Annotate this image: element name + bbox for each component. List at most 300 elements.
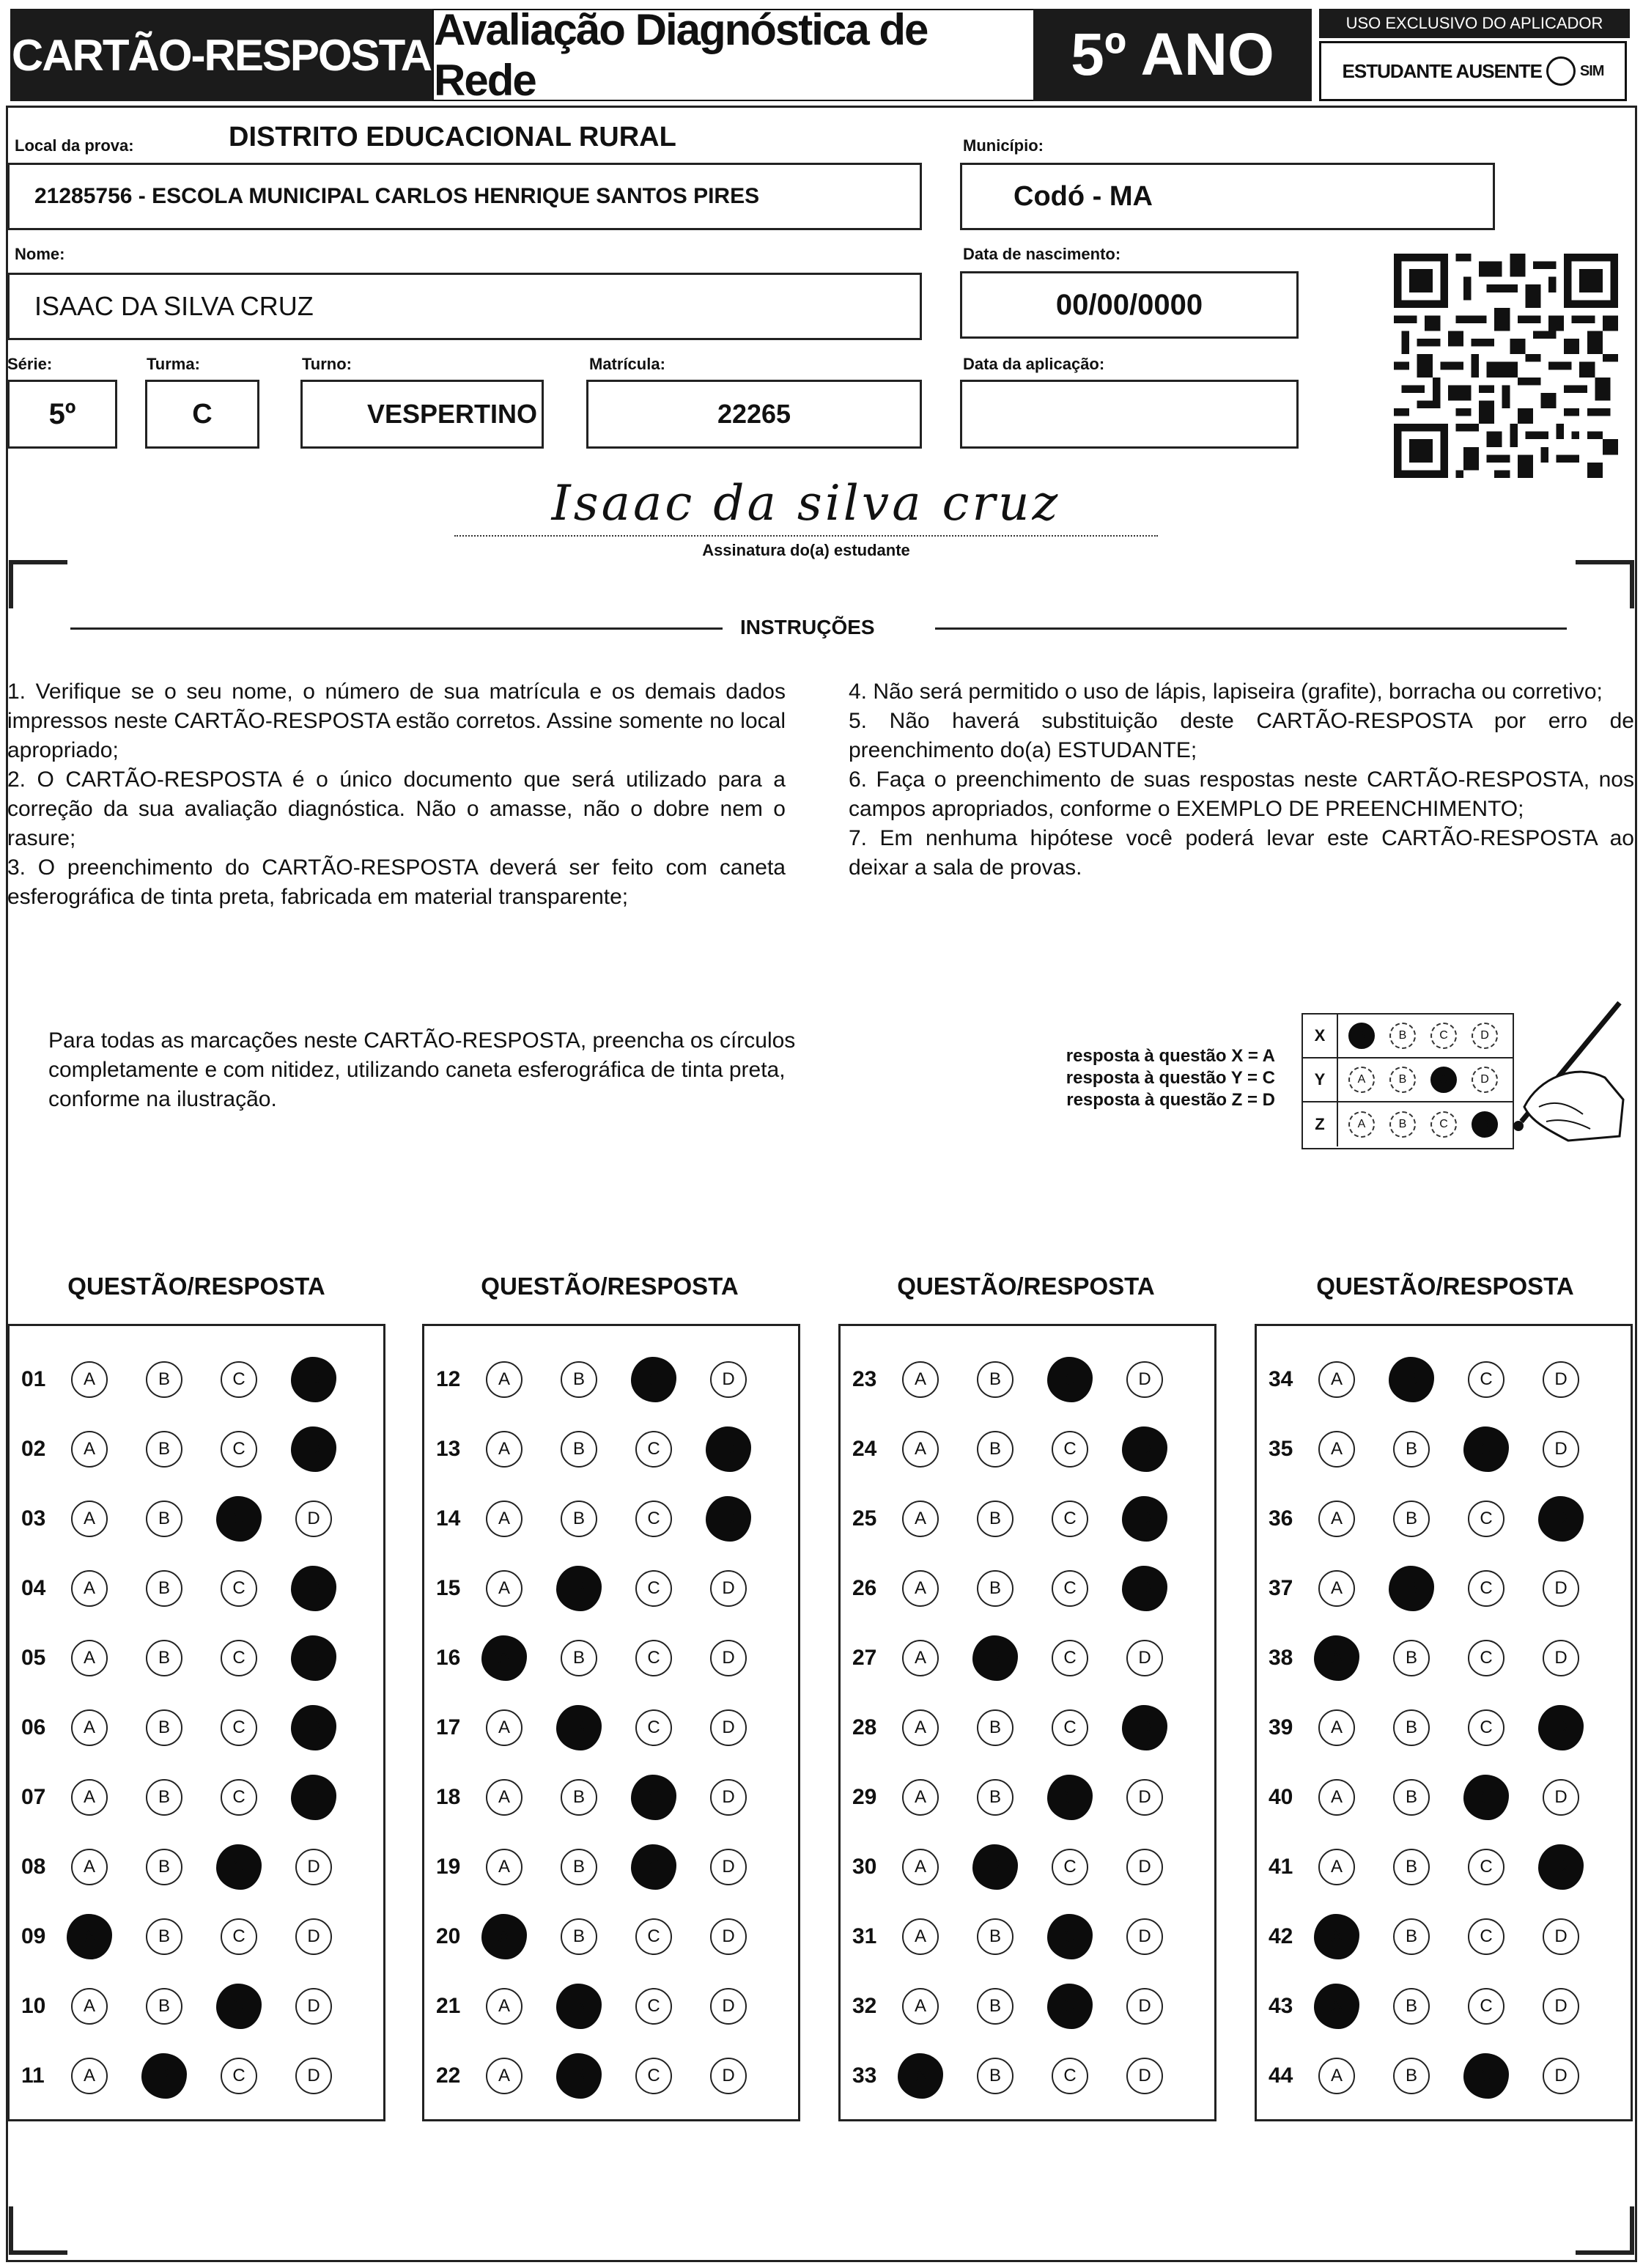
answer-bubble-c[interactable]: C	[1052, 1640, 1088, 1676]
absent-option-label: SIM	[1579, 62, 1604, 79]
answer-bubble-c[interactable]: C	[221, 2058, 257, 2094]
question-row	[10, 1415, 383, 1484]
question-row	[1257, 1693, 1631, 1762]
answer-bubble-a[interactable]: A	[902, 1988, 939, 2025]
answer-bubble-a[interactable]: A	[1318, 1849, 1355, 1885]
local-label: Local da prova:	[15, 136, 134, 155]
answer-bubble-c[interactable]: C	[1468, 1570, 1504, 1607]
instruction-item: 7. Em nenhuma hipótese você poderá levar este CARTÃO-RESPOSTA ao deixar a sala de provas.	[849, 826, 1634, 880]
answer-bubble-a[interactable]: A	[486, 1361, 523, 1398]
signature-handwriting: Isaac da silva cruz	[551, 475, 1061, 531]
answer-bubble-d[interactable]: D	[295, 1849, 332, 1885]
answer-bubble-b[interactable]: B	[972, 1844, 1018, 1890]
answer-bubble-c[interactable]: C	[631, 1844, 676, 1890]
question-number: 37	[1269, 1576, 1293, 1600]
answer-bubble-a[interactable]: A	[486, 1779, 523, 1816]
question-row	[1257, 1554, 1631, 1623]
example-legend	[1004, 1045, 1275, 1111]
answer-bubble-c[interactable]: C	[1463, 2053, 1509, 2099]
answer-bubble-a[interactable]: A	[1318, 1709, 1355, 1746]
answer-bubble-d[interactable]: D	[1126, 1640, 1163, 1676]
answer-bubble-c[interactable]: C	[635, 1640, 672, 1676]
answer-bubble-d[interactable]: D	[1538, 1844, 1584, 1890]
corner-mark-top-left	[9, 560, 67, 608]
answer-bubble-d[interactable]: D	[1543, 1988, 1579, 2025]
answer-bubble-a[interactable]: A	[1314, 1635, 1359, 1681]
answer-bubble-c[interactable]: C	[1052, 2058, 1088, 2094]
answer-bubble-b[interactable]: B	[977, 1779, 1014, 1816]
answer-bubble-a[interactable]: A	[486, 1431, 523, 1468]
answer-bubble-a[interactable]: A	[71, 1988, 108, 2025]
answer-bubble-b[interactable]: B	[146, 1640, 182, 1676]
answer-bubble-a[interactable]: A	[71, 1779, 108, 1816]
answer-bubble-a[interactable]: A	[71, 1709, 108, 1746]
instruction-item: 6. Faça o preenchimento de suas respostas neste CARTÃO-RESPOSTA, nos campos apropriados, conforme o EXEMPLO DE PREENCHIMENTO;	[849, 767, 1634, 821]
answer-column	[7, 1324, 385, 2121]
answer-bubble-d[interactable]: D	[295, 1918, 332, 1955]
question-number: 36	[1269, 1506, 1293, 1531]
answer-bubble-a[interactable]: A	[902, 1501, 939, 1537]
answer-bubble-b[interactable]: B	[1389, 1566, 1434, 1611]
question-number: 18	[436, 1785, 461, 1809]
question-number: 19	[436, 1855, 461, 1879]
answer-bubble-a[interactable]: A	[481, 1635, 527, 1681]
answer-column-title: QUESTÃO/RESPOSTA	[1316, 1273, 1574, 1300]
question-row	[841, 1763, 1214, 1832]
question-row	[10, 1902, 383, 1971]
answer-bubble-b[interactable]: B	[1393, 1849, 1430, 1885]
answer-bubble-d[interactable]: D	[710, 1779, 747, 1816]
answer-bubble-b[interactable]: B	[561, 1431, 597, 1468]
answer-bubble-a[interactable]: A	[902, 1570, 939, 1607]
answer-bubble-a[interactable]: A	[71, 1501, 108, 1537]
question-row	[424, 1972, 798, 2041]
answer-bubble-a[interactable]: A	[486, 1709, 523, 1746]
question-row	[10, 1624, 383, 1693]
answer-bubble-c[interactable]: C	[1052, 1709, 1088, 1746]
answer-bubble-c[interactable]: C	[635, 1570, 672, 1607]
example-row	[1303, 1058, 1513, 1102]
answer-bubble-a[interactable]: A	[1314, 1984, 1359, 2029]
answer-bubble-d[interactable]: D	[710, 1640, 747, 1676]
answer-bubble-b[interactable]: B	[146, 1501, 182, 1537]
answer-bubble-d[interactable]: D	[291, 1635, 336, 1681]
nome-label: Nome:	[15, 245, 65, 263]
instructions-right-column	[849, 677, 1634, 883]
answer-bubble-d[interactable]: D	[291, 1357, 336, 1402]
question-row	[1257, 1345, 1631, 1414]
answer-bubble-a[interactable]: A	[902, 1779, 939, 1816]
answer-bubble-d[interactable]: D	[710, 1361, 747, 1398]
question-number: 24	[852, 1437, 877, 1461]
answer-bubble-a[interactable]: A	[1318, 2058, 1355, 2094]
answer-bubble-d[interactable]: D	[1122, 1496, 1167, 1542]
question-number: 42	[1269, 1924, 1293, 1948]
school-field	[7, 163, 922, 230]
question-row	[424, 1763, 798, 1832]
answer-bubble-b[interactable]: B	[561, 1361, 597, 1398]
answer-bubble-a[interactable]: A	[902, 1849, 939, 1885]
answer-bubble-d[interactable]: D	[1122, 1426, 1167, 1472]
example-legend-line: resposta à questão Y = C	[1066, 1068, 1275, 1088]
matricula-label: Matrícula:	[589, 355, 665, 373]
answer-bubble-a[interactable]: A	[486, 1988, 523, 2025]
answer-bubble-d[interactable]: D	[710, 1849, 747, 1885]
answer-bubble-c[interactable]: C	[1468, 1849, 1504, 1885]
answer-bubble-c[interactable]: C	[216, 1496, 262, 1542]
answer-bubble-c[interactable]: C	[221, 1709, 257, 1746]
grade-badge: 5º ANO	[1033, 9, 1312, 101]
answer-bubble-b[interactable]: B	[977, 1709, 1014, 1746]
question-number: 06	[21, 1715, 46, 1739]
question-number: 41	[1269, 1855, 1293, 1879]
answer-bubble-a[interactable]: A	[902, 1709, 939, 1746]
answer-bubble-b[interactable]: B	[1393, 1709, 1430, 1746]
question-number: 04	[21, 1576, 46, 1600]
answer-bubble-b[interactable]: B	[556, 1566, 602, 1611]
answer-bubble-c[interactable]: C	[1052, 1849, 1088, 1885]
example-bubble-a: A	[1348, 1023, 1375, 1049]
answer-bubble-c[interactable]: C	[1047, 1984, 1093, 2029]
answer-bubble-b[interactable]: B	[977, 1501, 1014, 1537]
answer-bubble-a[interactable]: A	[71, 1570, 108, 1607]
answer-bubble-a[interactable]: A	[71, 2058, 108, 2094]
answer-bubble-b[interactable]: B	[146, 1709, 182, 1746]
answer-bubble-a[interactable]: A	[1318, 1570, 1355, 1607]
instructions-left-column	[7, 677, 786, 912]
answer-bubble-a[interactable]: A	[1314, 1914, 1359, 1959]
answer-bubble-d[interactable]: D	[710, 1988, 747, 2025]
question-row	[424, 1833, 798, 1901]
answer-bubble-b[interactable]: B	[972, 1635, 1018, 1681]
answer-bubble-b[interactable]: B	[146, 1570, 182, 1607]
answer-bubble-d[interactable]: D	[295, 1988, 332, 2025]
answer-bubble-c[interactable]: C	[221, 1640, 257, 1676]
answer-bubble-d[interactable]: D	[291, 1426, 336, 1472]
answer-bubble-b[interactable]: B	[1389, 1357, 1434, 1402]
answer-bubble-d[interactable]: D	[710, 1570, 747, 1607]
answer-bubble-d[interactable]: D	[1126, 2058, 1163, 2094]
example-row	[1303, 1102, 1513, 1146]
question-row	[841, 2041, 1214, 2110]
answer-bubble-a[interactable]: A	[486, 2058, 523, 2094]
example-row-label: X	[1303, 1015, 1338, 1057]
answer-bubble-b[interactable]: B	[146, 1361, 182, 1398]
absent-checkbox[interactable]	[1546, 56, 1576, 86]
question-row	[424, 1554, 798, 1623]
answer-bubble-c[interactable]: C	[1468, 1501, 1504, 1537]
question-row	[424, 1693, 798, 1762]
answer-bubble-b[interactable]: B	[977, 1988, 1014, 2025]
answer-bubble-d[interactable]: D	[291, 1775, 336, 1820]
answer-bubble-b[interactable]: B	[977, 1431, 1014, 1468]
answer-bubble-b[interactable]: B	[1393, 1918, 1430, 1955]
answer-bubble-d[interactable]: D	[1543, 1779, 1579, 1816]
answer-bubble-c[interactable]: C	[1052, 1570, 1088, 1607]
answer-bubble-b[interactable]: B	[146, 1431, 182, 1468]
answer-bubble-d[interactable]: D	[295, 1501, 332, 1537]
answer-bubble-c[interactable]: C	[221, 1779, 257, 1816]
answer-bubble-a[interactable]: A	[1318, 1501, 1355, 1537]
example-bubble-b: B	[1389, 1067, 1416, 1093]
answer-bubble-d[interactable]: D	[1543, 1570, 1579, 1607]
answer-bubble-d[interactable]: D	[1122, 1705, 1167, 1750]
answer-bubble-a[interactable]: A	[898, 2053, 943, 2099]
question-number: 29	[852, 1785, 877, 1809]
answer-bubble-c[interactable]: C	[221, 1361, 257, 1398]
answer-bubble-b[interactable]: B	[561, 1779, 597, 1816]
question-row	[1257, 1972, 1631, 2041]
answer-bubble-c[interactable]: C	[635, 2058, 672, 2094]
example-legend-line: resposta à questão X = A	[1066, 1046, 1275, 1066]
answer-bubble-a[interactable]: A	[1318, 1779, 1355, 1816]
answer-bubble-b[interactable]: B	[1393, 1779, 1430, 1816]
question-row	[1257, 1624, 1631, 1693]
nome-field	[7, 273, 922, 340]
answer-bubble-b[interactable]: B	[141, 2053, 187, 2099]
question-number: 35	[1269, 1437, 1293, 1461]
question-row	[10, 1554, 383, 1623]
question-number: 27	[852, 1646, 877, 1670]
answer-bubble-b[interactable]: B	[1393, 1640, 1430, 1676]
answer-bubble-c[interactable]: C	[216, 1844, 262, 1890]
answer-bubble-d[interactable]: D	[1126, 1361, 1163, 1398]
answer-bubble-a[interactable]: A	[71, 1361, 108, 1398]
instruction-item: 3. O preenchimento do CARTÃO-RESPOSTA deverá ser feito com caneta esferográfica de tinta preta, fabricada em material transparente;	[7, 855, 786, 909]
answer-bubble-d[interactable]: D	[1543, 1361, 1579, 1398]
answer-bubble-c[interactable]: C	[216, 1984, 262, 2029]
answer-bubble-a[interactable]: A	[71, 1431, 108, 1468]
answer-bubble-a[interactable]: A	[71, 1849, 108, 1885]
answer-bubble-d[interactable]: D	[1543, 1640, 1579, 1676]
applicator-title: USO EXCLUSIVO DO APLICADOR	[1319, 9, 1630, 38]
pen-hand-icon	[1495, 997, 1627, 1144]
example-bubble-d: D	[1472, 1067, 1498, 1093]
answer-bubble-b[interactable]: B	[556, 1984, 602, 2029]
answer-bubble-b[interactable]: B	[146, 1988, 182, 2025]
answer-bubble-a[interactable]: A	[902, 1918, 939, 1955]
answer-bubble-d[interactable]: D	[706, 1496, 751, 1542]
answer-bubble-b[interactable]: B	[556, 1705, 602, 1750]
answer-bubble-c[interactable]: C	[635, 1988, 672, 2025]
answer-bubble-b[interactable]: B	[1393, 1431, 1430, 1468]
answer-bubble-b[interactable]: B	[146, 1849, 182, 1885]
answer-bubble-c[interactable]: C	[1468, 1709, 1504, 1746]
question-row	[1257, 1902, 1631, 1971]
answer-column-title: QUESTÃO/RESPOSTA	[67, 1273, 325, 1300]
answer-bubble-c[interactable]: C	[631, 1357, 676, 1402]
question-row	[10, 1763, 383, 1832]
answer-bubble-c[interactable]: C	[1047, 1914, 1093, 1959]
answer-bubble-d[interactable]: D	[1538, 1496, 1584, 1542]
question-row	[424, 2041, 798, 2110]
exam-title: Avaliação Diagnóstica de Rede	[432, 9, 1035, 101]
example-bubble-c: C	[1430, 1023, 1457, 1049]
school-value: 21285756 - ESCOLA MUNICIPAL CARLOS HENRIQUE SANTOS PIRES	[34, 184, 760, 208]
answer-bubble-a[interactable]: A	[71, 1640, 108, 1676]
question-number: 02	[21, 1437, 46, 1461]
answer-bubble-b[interactable]: B	[561, 1640, 597, 1676]
question-number: 14	[436, 1506, 461, 1531]
answer-bubble-a[interactable]: A	[486, 1501, 523, 1537]
answer-bubble-c[interactable]: C	[1047, 1357, 1093, 1402]
instruction-item: 1. Verifique se o seu nome, o número de sua matrícula e os demais dados impressos neste CARTÃO-RESPOSTA estão corretos. Assine somente no local apropriado;	[7, 680, 786, 762]
answer-column-title: QUESTÃO/RESPOSTA	[897, 1273, 1155, 1300]
answer-bubble-d[interactable]: D	[1543, 1431, 1579, 1468]
answer-bubble-c[interactable]: C	[1047, 1775, 1093, 1820]
turno-label: Turno:	[302, 355, 352, 373]
answer-bubble-c[interactable]: C	[1463, 1426, 1509, 1472]
answer-bubble-c[interactable]: C	[631, 1775, 676, 1820]
question-number: 31	[852, 1924, 877, 1948]
answer-bubble-c[interactable]: C	[635, 1501, 672, 1537]
answer-bubble-b[interactable]: B	[561, 1849, 597, 1885]
instruction-item: 2. O CARTÃO-RESPOSTA é o único documento que será utilizado para a correção da sua avaliação diagnóstica. Não o amasse, não o dobre nem o rasure;	[7, 767, 786, 850]
answer-bubble-d[interactable]: D	[291, 1566, 336, 1611]
question-row	[841, 1345, 1214, 1414]
question-number: 33	[852, 2063, 877, 2088]
answer-bubble-b[interactable]: B	[977, 1361, 1014, 1398]
answer-bubble-b[interactable]: B	[146, 1918, 182, 1955]
example-row-label: Y	[1303, 1058, 1338, 1101]
answer-bubble-c[interactable]: C	[221, 1918, 257, 1955]
question-number: 44	[1269, 2063, 1293, 2088]
answer-bubble-c[interactable]: C	[1052, 1501, 1088, 1537]
answer-bubble-b[interactable]: B	[561, 1918, 597, 1955]
answer-bubble-d[interactable]: D	[1126, 1849, 1163, 1885]
answer-bubble-a[interactable]: A	[1318, 1361, 1355, 1398]
answer-bubble-b[interactable]: B	[977, 2058, 1014, 2094]
aplicacao-field	[960, 380, 1299, 449]
instruction-item: 5. Não haverá substituição deste CARTÃO-RESPOSTA por erro de preenchimento do(a) ESTUDANTE;	[849, 709, 1634, 762]
example-bubble-c: C	[1430, 1067, 1457, 1093]
example-bubble-c: C	[1430, 1111, 1457, 1138]
question-number: 30	[852, 1855, 877, 1879]
answer-bubble-b[interactable]: B	[977, 1570, 1014, 1607]
question-row	[841, 1484, 1214, 1553]
corner-mark-bottom-right	[1576, 2206, 1634, 2255]
question-row	[841, 1833, 1214, 1901]
answer-bubble-a[interactable]: A	[481, 1914, 527, 1959]
answer-bubble-d[interactable]: D	[295, 2058, 332, 2094]
answer-bubble-c[interactable]: C	[1468, 1918, 1504, 1955]
answer-bubble-a[interactable]: A	[902, 1640, 939, 1676]
answer-bubble-b[interactable]: B	[146, 1779, 182, 1816]
answer-bubble-c[interactable]: C	[1052, 1431, 1088, 1468]
answer-column	[1255, 1324, 1633, 2121]
answer-bubble-a[interactable]: A	[486, 1849, 523, 1885]
answer-bubble-d[interactable]: D	[1126, 1988, 1163, 2025]
question-number: 26	[852, 1576, 877, 1600]
example-bubble-a: A	[1348, 1111, 1375, 1138]
question-row	[424, 1345, 798, 1414]
answer-bubble-a[interactable]: A	[1318, 1431, 1355, 1468]
answer-bubble-c[interactable]: C	[1468, 1361, 1504, 1398]
question-row	[841, 1415, 1214, 1484]
instructions-rule-left	[70, 627, 723, 630]
example-table	[1302, 1013, 1514, 1149]
answer-bubble-d[interactable]: D	[1126, 1918, 1163, 1955]
answer-bubble-a[interactable]: A	[67, 1914, 112, 1959]
answer-bubble-a[interactable]: A	[902, 1361, 939, 1398]
question-number: 17	[436, 1715, 461, 1739]
answer-bubble-b[interactable]: B	[977, 1918, 1014, 1955]
question-row	[424, 1484, 798, 1553]
municipio-value: Codó - MA	[1014, 180, 1153, 212]
question-row	[10, 1833, 383, 1901]
answer-bubble-c[interactable]: C	[221, 1570, 257, 1607]
answer-bubble-b[interactable]: B	[556, 2053, 602, 2099]
answer-bubble-d[interactable]: D	[710, 2058, 747, 2094]
corner-mark-top-right	[1576, 560, 1634, 608]
answer-bubble-c[interactable]: C	[1468, 1988, 1504, 2025]
question-row	[841, 1624, 1214, 1693]
answer-bubble-b[interactable]: B	[1393, 2058, 1430, 2094]
answer-bubble-d[interactable]: D	[1543, 1918, 1579, 1955]
question-row	[1257, 1415, 1631, 1484]
answer-bubble-d[interactable]: D	[706, 1426, 751, 1472]
answer-column-title: QUESTÃO/RESPOSTA	[481, 1273, 739, 1300]
answer-bubble-d[interactable]: D	[1543, 2058, 1579, 2094]
answer-bubble-a[interactable]: A	[902, 1431, 939, 1468]
turno-field	[300, 380, 544, 449]
matricula-value: 22265	[717, 399, 791, 429]
question-number: 22	[436, 2063, 461, 2088]
municipio-field	[960, 163, 1495, 230]
answer-bubble-b[interactable]: B	[1393, 1501, 1430, 1537]
answer-bubble-b[interactable]: B	[561, 1501, 597, 1537]
nascimento-label: Data de nascimento:	[963, 245, 1121, 263]
answer-bubble-c[interactable]: C	[1463, 1775, 1509, 1820]
question-row	[1257, 1484, 1631, 1553]
answer-bubble-c[interactable]: C	[635, 1709, 672, 1746]
example-row-label: Z	[1303, 1102, 1338, 1146]
answer-bubble-d[interactable]: D	[1126, 1779, 1163, 1816]
answer-bubble-c[interactable]: C	[635, 1918, 672, 1955]
answer-bubble-c[interactable]: C	[1468, 1640, 1504, 1676]
question-number: 21	[436, 1994, 461, 2018]
corner-mark-bottom-left	[9, 2206, 67, 2255]
answer-bubble-c[interactable]: C	[221, 1431, 257, 1468]
question-number: 34	[1269, 1367, 1293, 1391]
answer-bubble-d[interactable]: D	[710, 1918, 747, 1955]
qr-code-icon	[1394, 252, 1618, 479]
question-number: 25	[852, 1506, 877, 1531]
answer-bubble-a[interactable]: A	[486, 1570, 523, 1607]
serie-field	[7, 380, 117, 449]
turma-field	[145, 380, 259, 449]
answer-bubble-d[interactable]: D	[291, 1705, 336, 1750]
question-number: 08	[21, 1855, 46, 1879]
example-text: Para todas as marcações neste CARTÃO-RESPOSTA, preencha os círculos completamente e com nitidez, utilizando caneta esferográfica de tinta preta, conforme na ilustração.	[48, 1028, 796, 1111]
answer-bubble-d[interactable]: D	[1122, 1566, 1167, 1611]
answer-bubble-b[interactable]: B	[1393, 1988, 1430, 2025]
instructions-rule-right	[935, 627, 1567, 630]
local-district: DISTRITO EDUCACIONAL RURAL	[229, 122, 676, 152]
answer-bubble-d[interactable]: D	[710, 1709, 747, 1746]
answer-bubble-c[interactable]: C	[635, 1431, 672, 1468]
absent-box	[1319, 41, 1627, 101]
question-number: 43	[1269, 1994, 1293, 2018]
question-number: 38	[1269, 1646, 1293, 1670]
question-row	[1257, 1763, 1631, 1832]
question-number: 07	[21, 1785, 46, 1809]
answer-bubble-d[interactable]: D	[1538, 1705, 1584, 1750]
signature-caption: Assinatura do(a) estudante	[702, 541, 910, 559]
municipio-label: Município:	[963, 136, 1044, 155]
question-number: 05	[21, 1646, 46, 1670]
question-row	[10, 1693, 383, 1762]
